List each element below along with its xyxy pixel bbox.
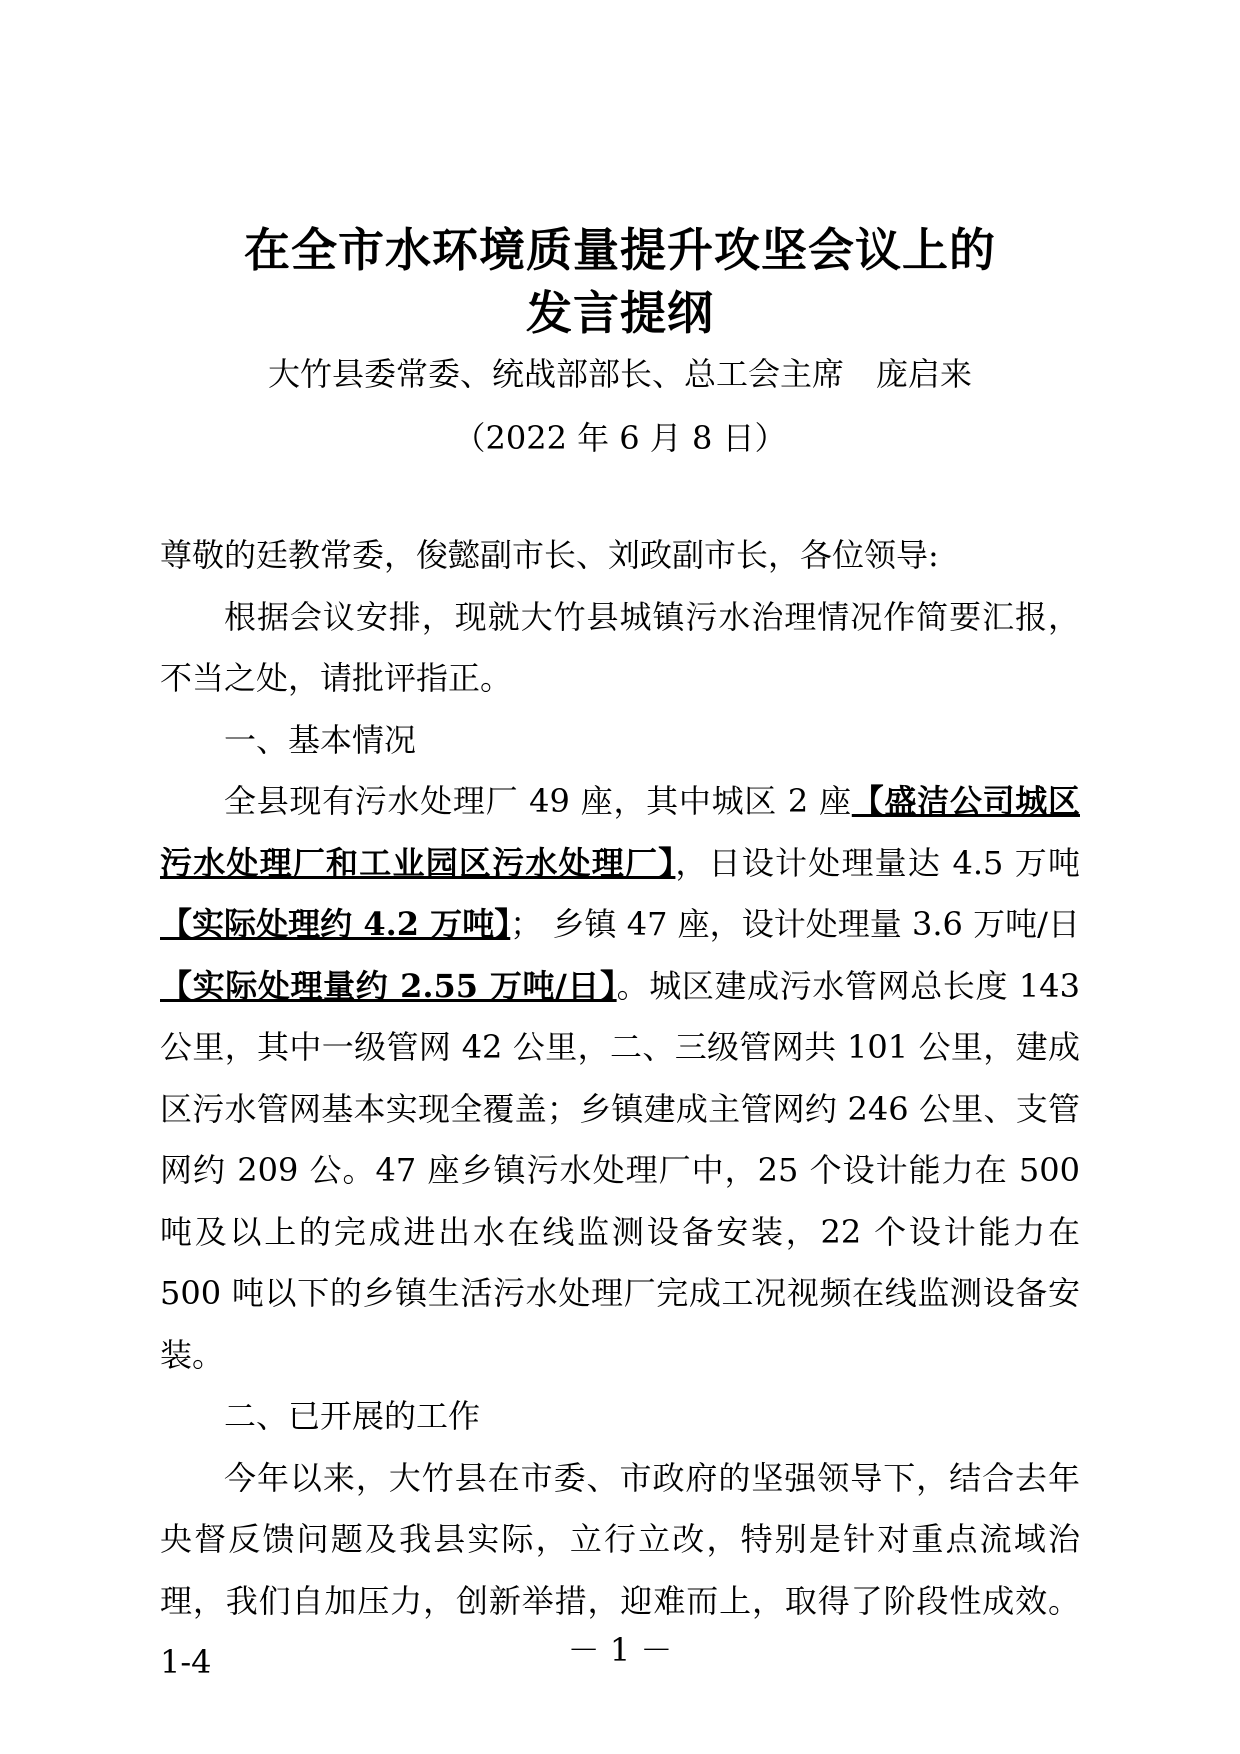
page-number: － 1 － — [567, 1631, 673, 1669]
salutation: 尊敬的廷教常委，俊懿副市长、刘政副市长，各位领导: — [160, 536, 939, 574]
document-body — [160, 525, 1080, 1694]
section2-paragraph: 今年以来，大竹县在市委、市政府的坚强领导下，结合去年央督反馈问题及我县实际，立行立改，特别是针对重点流域治理，我们自加压力，创新举措，迎难而上，取得了阶段性成效。1-4 — [160, 1458, 1080, 1681]
author-line: 大竹县委常委、统战部部长、总工会主席 庞启来 — [267, 355, 972, 393]
intro-paragraph: 根据会议安排，现就大竹县城镇污水治理情况作简要汇报，不当之处，请批评指正。 — [160, 597, 1080, 697]
text-run: ，日设计处理量达 4.5 万吨 — [675, 843, 1080, 882]
highlight-note: 【实际处理约 4.2 万吨】 — [160, 905, 511, 943]
section2-heading: 二、已开展的工作 — [224, 1397, 481, 1435]
document-title-line1: 在全市水环境质量提升攻坚会议上的 — [244, 223, 996, 277]
date-line: （2022 年 6 月 8 日） — [453, 419, 787, 457]
text-run: ； 乡镇 47 座，设计处理量 3.6 万吨/日 — [510, 905, 1080, 943]
text-run: 全县现有污水处理厂 49 座，其中城区 2 座 — [224, 782, 852, 820]
text-run: 。城区建成污水管网总长度 143 公里，其中一级管网 42 公里，二、三级管网共 101 公里，建成区污水管网基本实现全覆盖；乡镇建成主管网约 246 公里、支管网约 209 公。47 座乡镇污水处理厂中，25 个设计能力在 500 吨及以上的完成进出水在线监测设备安装，22 个设计能力在 500 吨以下的乡镇生活污水处理厂完成工况视频在线监测设备安装。 — [160, 966, 1080, 1374]
document-title-line2: 发言提纲 — [526, 286, 714, 340]
section1-paragraph — [160, 771, 1080, 1386]
section1-heading: 一、基本情况 — [224, 720, 417, 759]
highlight-note: 【实际处理量约 2.55 万吨/日】 — [160, 966, 617, 1005]
highlight-note: 【盛洁公司城区污水处理厂和工业园区污水处理厂】 — [160, 782, 1080, 882]
